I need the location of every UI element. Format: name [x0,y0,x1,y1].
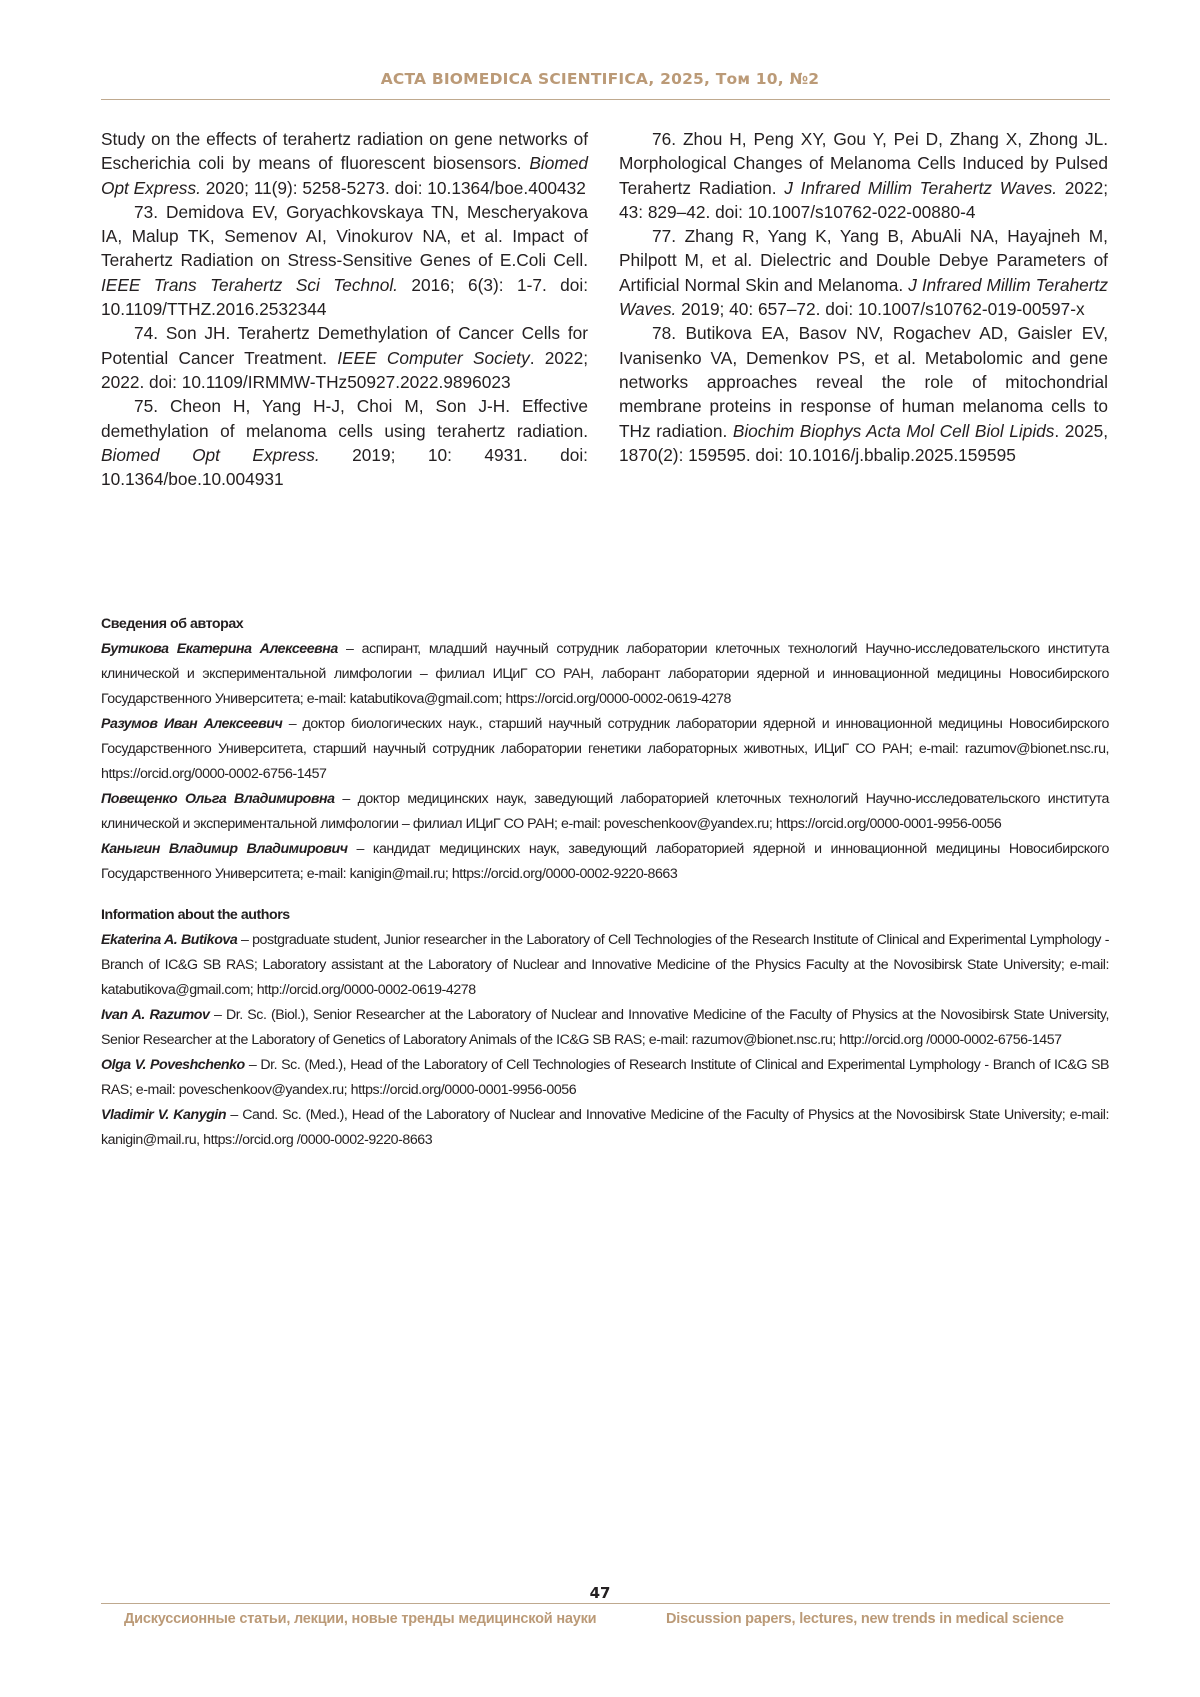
footer-section-english: Discussion papers, lectures, new trends in medical science [666,1611,1064,1627]
author-entry: Повещенко Ольга Владимировна – доктор медицинских наук, заведующий лабораторией клеточных технологий Научно-исследовательского института клинической и экспериментальной лимфологии – филиал ИЦиГ СО РАН; e-mail: poveschenkoov@yandex.ru; https://orcid.org/0000-0001-9956-0056 [101,791,1109,832]
reference-item: 73. Demidova EV, Goryachkovskaya TN, Mescheryakova IA, Malup TK, Semenov AI, Vinokurov NA, et al. Impact of Terahertz Radiation on Stress-Sensitive Genes of E.Coli Cell. IEEE Trans Terahertz Sci Technol. 2016; 6(3): 1-7. doi: 10.1109/TTHZ.2016.2532344 [101,201,589,320]
author-entry: Бутикова Екатерина Алексеевна – аспирант, младший научный сотрудник лаборатории клеточных технологий Научно-исследовательского института клинической и экспериментальной лимфологии – филиал ИЦиГ СО РАН, лаборант лаборатории ядерной и инновационной медицины Новосибирского Государственного Университета; e-mail: katabutikova@gmail.com; https://orcid.org/0000-0002-0619-4278 [101,641,1109,707]
author-entry: Разумов Иван Алексеевич – доктор биологических наук., старший научный сотрудник лаборатории ядерной и инновационной медицины Новосибирского Государственного Университета, старший научный сотрудник лаборатории генетики лабораторных животных, ИЦиГ СО РАН; e-mail: razumov@bionet.nsc.ru, https://orcid.org/0000-0002-6756-1457 [101,716,1109,782]
reference-item: 74. Son JH. Terahertz Demethylation of Cancer Cells for Potential Cancer Treatment. IEEE Computer Society. 2022; 2022. doi: 10.1109/IRMMW-THz50927.2022.9896023 [101,323,589,392]
author-entry: Vladimir V. Kanygin – Cand. Sc. (Med.), Head of the Laboratory of Nuclear and Innovative Medicine of the Faculty of Physics at the Novosibirsk State University; e-mail: kanigin@mail.ru, https://orcid.org /0000-0002-9220-8663 [101,1107,1109,1148]
author-entry: Каныгин Владимир Владимирович – кандидат медицинских наук, заведующий лабораторией ядерной и инновационной медицины Новосибирского Государственного Университета; e-mail: kanigin@mail.ru; https://orcid.org/0000-0002-9220-8663 [101,841,1109,882]
footer-section-russian: Дискуссионные статьи, лекции, новые тренды медицинской науки [124,1611,597,1627]
page-number: 47 [589,1584,611,1602]
reference-item: 77. Zhang R, Yang K, Yang B, AbuAli NA, Hayajneh M, Philpott M, et al. Dielectric and Double Debye Parameters of Artificial Normal Skin and Melanoma. J Infrared Millim Terahertz Waves. 2019; 40: 657–72. doi: 10.1007/s10762-019-00597-x [619,226,1108,320]
author-entry: Ivan A. Razumov – Dr. Sc. (Biol.), Senior Researcher at the Laboratory of Nuclear and Innovative Medicine of the Faculty of Physics at the Novosibirsk State University, Senior Researcher at the Laboratory of Genetics of Laboratory Animals of the IC&G SB RAS; e-mail: razumov@bionet.nsc.ru; http://orcid.org /0000-0002-6756-1457 [101,1007,1109,1048]
references-left-column [101,127,588,491]
reference-item: 78. Butikova EA, Basov NV, Rogachev AD, Gaisler EV, Ivanisenko VA, Demenkov PS, et al. Metabolomic and gene networks approaches reveal the role of mitochondrial membrane proteins in response of human melanoma cells to THz radiation. Biochim Biophys Acta Mol Cell Biol Lipids. 2025, 1870(2): 159595. doi: 10.1016/j.bbalip.2025.159595 [619,323,1108,465]
authors-info-english [101,903,1109,1153]
header-divider [101,99,1110,100]
reference-item: Study on the effects of terahertz radiation on gene networks of Escherichia coli by means of fluorescent biosensors. Biomed Opt Express. 2020; 11(9): 5258-5273. doi: 10.1364/boe.400432 [101,129,588,198]
authors-info-russian [101,612,1109,887]
author-entry: Ekaterina A. Butikova – postgraduate student, Junior researcher in the Laboratory of Cell Technologies of the Research Institute of Clinical and Experimental Lymphology - Branch of IC&G SB RAS; Laboratory assistant at the Laboratory of Nuclear and Innovative Medicine of the Physics Faculty at the Novosibirsk State University; e-mail: katabutikova@gmail.com; http://orcid.org/0000-0002-0619-4278 [101,932,1109,998]
section-heading: Information about the authors [101,907,290,923]
journal-header: ACTA BIOMEDICA SCIENTIFICA, 2025, Том 10, №2 [380,70,820,88]
author-entry: Olga V. Poveshchenko – Dr. Sc. (Med.), Head of the Laboratory of Cell Technologies of Research Institute of Clinical and Experimental Lymphology - Branch of IC&G SB RAS; e-mail: poveschenkoov@yandex.ru; https://orcid.org/0000-0001-9956-0056 [101,1057,1109,1098]
reference-item: 76. Zhou H, Peng XY, Gou Y, Pei D, Zhang X, Zhong JL. Morphological Changes of Melanoma Cells Induced by Pulsed Terahertz Radiation. J Infrared Millim Terahertz Waves. 2022; 43: 829–42. doi: 10.1007/s10762-022-00880-4 [619,129,1109,222]
footer-divider [101,1603,1110,1604]
section-heading: Сведения об авторах [101,616,244,632]
references-right-column [619,127,1108,467]
reference-item: 75. Cheon H, Yang H-J, Choi M, Son J-H. Effective demethylation of melanoma cells using terahertz radiation. Biomed Opt Express. 2019; 10: 4931. doi: 10.1364/boe.10.004931 [101,396,588,490]
